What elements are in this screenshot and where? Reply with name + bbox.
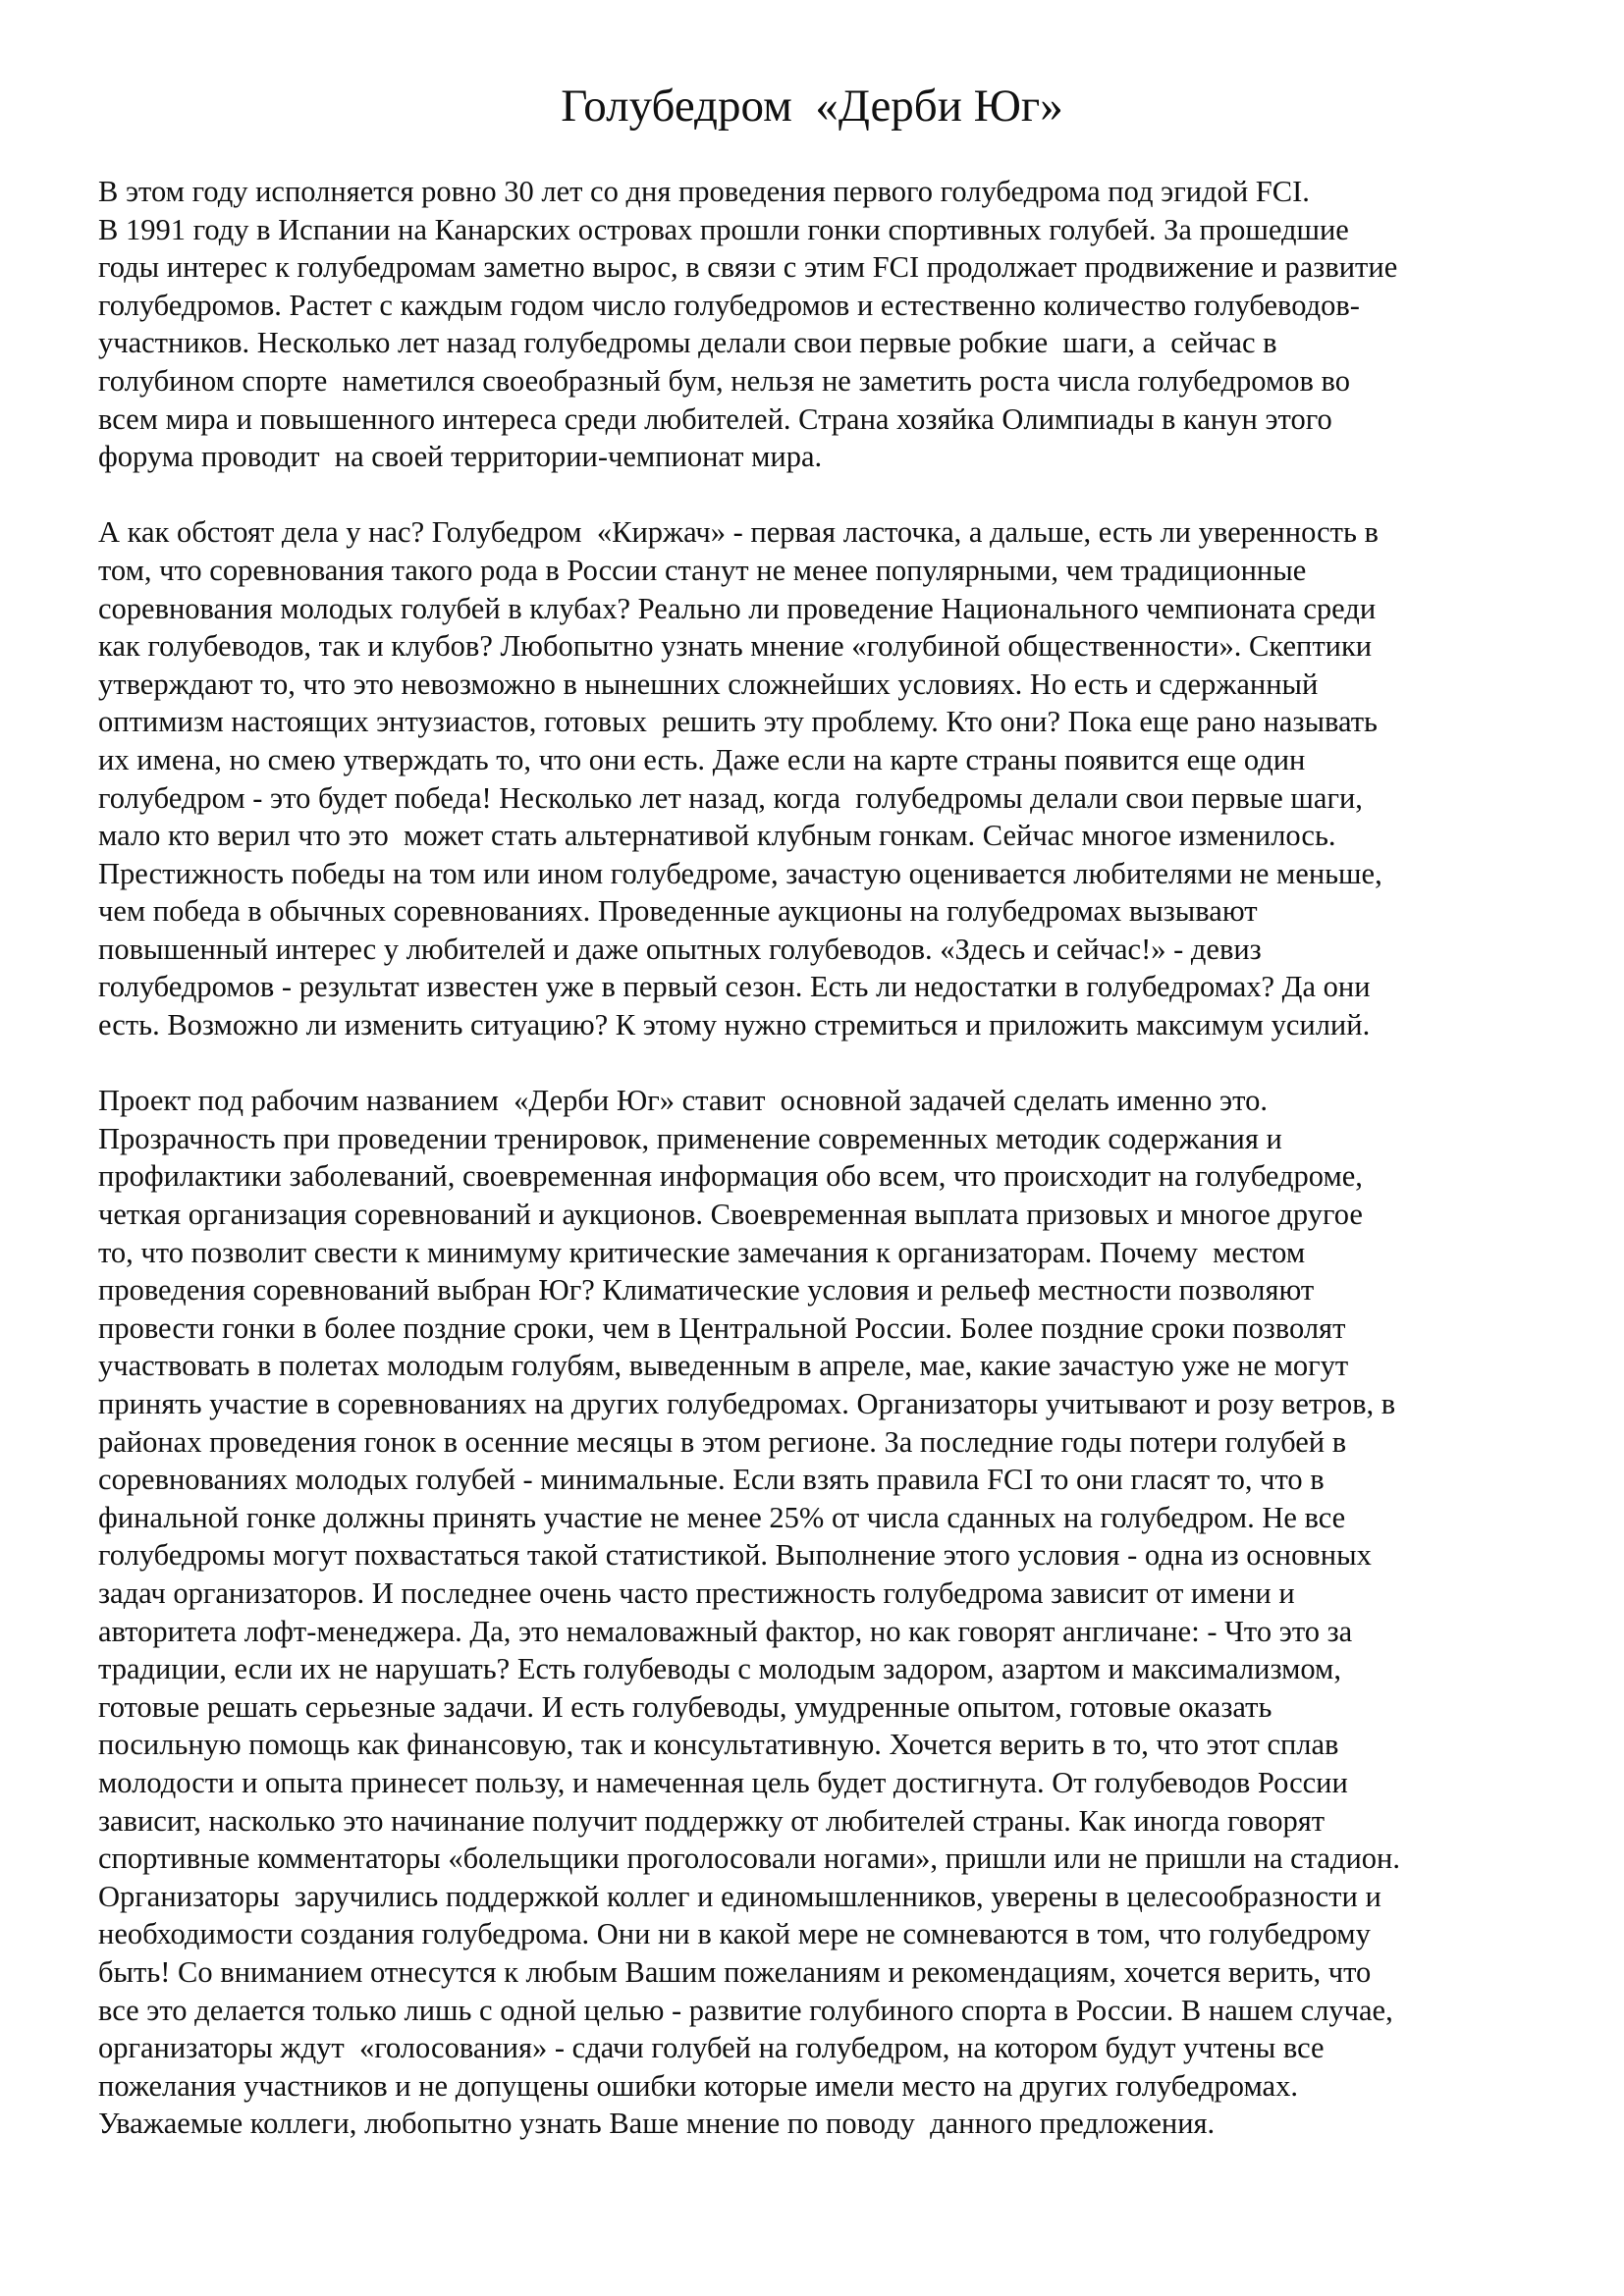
text-line: повышенный интерес у любителей и даже опытных голубеводов. «Здесь и сейчас!» - девиз — [98, 932, 1262, 966]
text-line: Уважаемые коллеги, любопытно узнать Ваше мнение по поводу данного предложения. — [98, 2107, 1216, 2141]
text-line: В этом году исполняется ровно 30 лет со дня проведения первого голубедрома под эгидой FCI. — [98, 175, 1310, 208]
text-line: то, что позволит свести к минимуму критические замечания к организаторам. Почему местом — [98, 1235, 1306, 1269]
paragraph-2 — [98, 513, 1591, 1043]
text-line: традиции, если их не нарушать? Есть голубеводы с молодым задором, азартом и максимализмом, — [98, 1652, 1341, 1686]
text-line: оптимизм настоящих энтузиастов, готовых решить эту проблему. Кто они? Пока еще рано называть — [98, 705, 1378, 739]
text-line: утверждают то, что это невозможно в нынешних сложнейших условиях. Но есть и сдержанный — [98, 667, 1319, 701]
text-line: голубедромы могут похвастаться такой статистикой. Выполнение этого условия - одна из основных — [98, 1538, 1372, 1573]
page-title: Голубедром «Дерби Юг» — [561, 80, 1063, 132]
text-line: необходимости создания голубедрома. Они ни в какой мере не сомневаются в том, что голубедрому — [98, 1917, 1371, 1951]
text-line: быть! Со вниманием отнесутся к любым Вашим пожеланиям и рекомендациям, хочется верить, что — [98, 1954, 1372, 1989]
text-line: проведения соревнований выбран Юг? Климатические условия и рельеф местности позволяют — [98, 1273, 1315, 1308]
text-line: принять участие в соревнованиях на других голубедромах. Организаторы учитывают и розу ветров, в — [98, 1387, 1396, 1420]
text-line: Организаторы заручились поддержкой коллег и единомышленников, уверены в целесообразности и — [98, 1879, 1381, 1913]
text-line: Престижность победы на том или ином голубедроме, зачастую оценивается любителями не меньше, — [98, 856, 1382, 890]
text-line: чем победа в обычных соревнованиях. Проведенные аукционы на голубедромах вызывают — [98, 894, 1258, 929]
text-line: соревнованиях молодых голубей - минимальные. Если взять правила FCI то они гласят то, что в — [98, 1463, 1325, 1497]
text-line: участников. Несколько лет назад голубедромы делали свои первые робкие шаги, а сейчас в — [98, 326, 1277, 360]
text-line: спортивные комментаторы «болельщики проголосовали ногами», пришли или не пришли на стадион. — [98, 1842, 1400, 1876]
text-line: готовые решать серьезные задачи. И есть голубеводы, умудренные опытом, готовые оказать — [98, 1689, 1272, 1724]
text-line: соревнования молодых голубей в клубах? Реально ли проведение Национального чемпионата среди — [98, 591, 1377, 625]
paragraph-gap — [98, 1044, 1591, 1083]
text-line: четкая организация соревнований и аукционов. Своевременная выплата призовых и многое другое — [98, 1198, 1363, 1232]
text-line: авторитета лофт-менеджера. Да, это немаловажный фактор, но как говорят англичане: - Что это за — [98, 1614, 1353, 1648]
paragraph-gap — [98, 476, 1591, 514]
text-line: годы интерес к голубедромам заметно вырос, в связи с этим FCI продолжает продвижение и развитие — [98, 250, 1398, 285]
text-line: есть. Возможно ли изменить ситуацию? К этому нужно стремиться и приложить максимум усилий. — [98, 1008, 1371, 1042]
text-line: провести гонки в более поздние сроки, чем в Центральной России. Более поздние сроки позволят — [98, 1310, 1346, 1345]
text-line: участвовать в полетах молодым голубям, выведенным в апреле, мае, какие зачастую уже не могут — [98, 1349, 1349, 1383]
text-line: профилактики заболеваний, своевременная информация обо всем, что происходит на голубедроме, — [98, 1159, 1363, 1194]
text-line: голубином спорте наметился своеобразный бум, нельзя не заметить роста числа голубедромов во — [98, 363, 1350, 398]
text-line: финальной гонке должны принять участие не менее 25% от числа сданных на голубедром. Не все — [98, 1500, 1346, 1534]
text-line: районах проведения гонок в осенние месяцы в этом регионе. За последние годы потери голубей в — [98, 1424, 1347, 1459]
text-line: пожелания участников и не допущены ошибки которые имели место на других голубедромах. — [98, 2068, 1298, 2103]
text-line: все это делается только лишь с одной целью - развитие голубиного спорта в России. В нашем случае, — [98, 1993, 1393, 2027]
text-line: форума проводит на своей территории-чемпионат мира. — [98, 440, 823, 474]
text-line: мало кто верил что это может стать альтернативой клубным гонкам. Сейчас многое изменилось. — [98, 819, 1336, 853]
text-line: Проект под рабочим названием «Дерби Юг» ставит основной задачей сделать именно это. — [98, 1084, 1268, 1118]
text-line: Прозрачность при проведении тренировок, применение современных методик содержания и — [98, 1121, 1282, 1155]
text-line: голубедромов. Растет с каждым годом число голубедромов и естественно количество голубеводов- — [98, 288, 1360, 322]
text-line: организаторы ждут «голосования» - сдачи голубей на голубедром, на котором будут учтены все — [98, 2031, 1325, 2065]
text-line: том, что соревнования такого рода в России станут не менее популярными, чем традиционные — [98, 553, 1307, 587]
text-line: голубедромов - результат известен уже в первый сезон. Есть ли недостатки в голубедромах? Да они — [98, 970, 1371, 1004]
text-line: А как обстоят дела у нас? Голубедром «Киржач» - первая ласточка, а дальше, есть ли уверенность в — [98, 515, 1379, 550]
text-line: задач организаторов. И последнее очень часто престижность голубедрома зависит от имени и — [98, 1575, 1295, 1610]
paragraph-3 — [98, 1082, 1591, 2143]
text-line: зависит, насколько это начинание получит поддержку от любителей страны. Как иногда говорят — [98, 1803, 1326, 1838]
text-line: молодости и опыта принесет пользу, и намеченная цель будет достигнута. От голубеводов России — [98, 1765, 1348, 1799]
text-line: как голубеводов, так и клубов? Любопытно узнать мнение «голубиной общественности». Скептики — [98, 629, 1373, 664]
paragraph-1 — [98, 173, 1591, 476]
text-line: В 1991 году в Испании на Канарских островах прошли гонки спортивных голубей. За прошедшие — [98, 212, 1349, 246]
text-line: всем мира и повышенного интереса среди любителей. Страна хозяйка Олимпиады в канун этого — [98, 401, 1332, 436]
document-body — [98, 173, 1591, 2143]
text-line: их имена, но смею утверждать то, что они есть. Даже если на карте страны появится еще один — [98, 742, 1306, 776]
text-line: голубедром - это будет победа! Несколько лет назад, когда голубедромы делали свои первые шаги, — [98, 780, 1363, 815]
text-line: посильную помощь как финансовую, так и консультативную. Хочется верить в то, что этот сплав — [98, 1728, 1339, 1762]
